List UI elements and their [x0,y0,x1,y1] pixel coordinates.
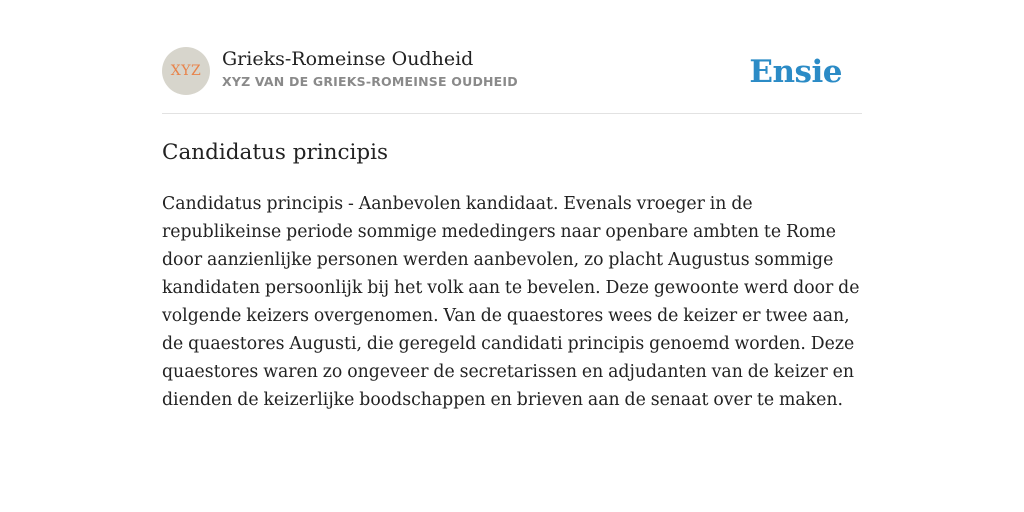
entry-title: Candidatus principis [162,140,389,165]
header [162,47,862,95]
brand-logo[interactable]: Ensie [749,54,842,90]
avatar-text: XYZ [170,63,202,79]
dictionary-title[interactable]: Grieks-Romeinse Oudheid [222,48,474,70]
avatar[interactable] [162,47,210,95]
entry-body: Candidatus principis - Aanbevolen kandidaat. Evenals vroeger in de republikeinse periode sommige mededingers naar openbare ambten te Rome door aanzienlijke personen werden aanbevolen, zo placht Augustus sommige kandidaten persoonlijk bij het volk aan te bevelen. Deze gewoonte werd door de volgende keizers overgenomen. Van de quaestores wees de keizer er twee aan, de quaestores Augusti, die geregeld candidati principis genoemd worden. Deze quaestores waren zo ongeveer de secretarissen en adjudanten van de keizer en dienden de keizerlijke boodschappen en brieven aan de senaat over te maken. [162,194,860,410]
entry-card [162,0,862,512]
header-text [222,47,722,93]
dictionary-subtitle: XYZ VAN DE GRIEKS-ROMEINSE OUDHEID [222,74,518,89]
divider [162,113,862,114]
